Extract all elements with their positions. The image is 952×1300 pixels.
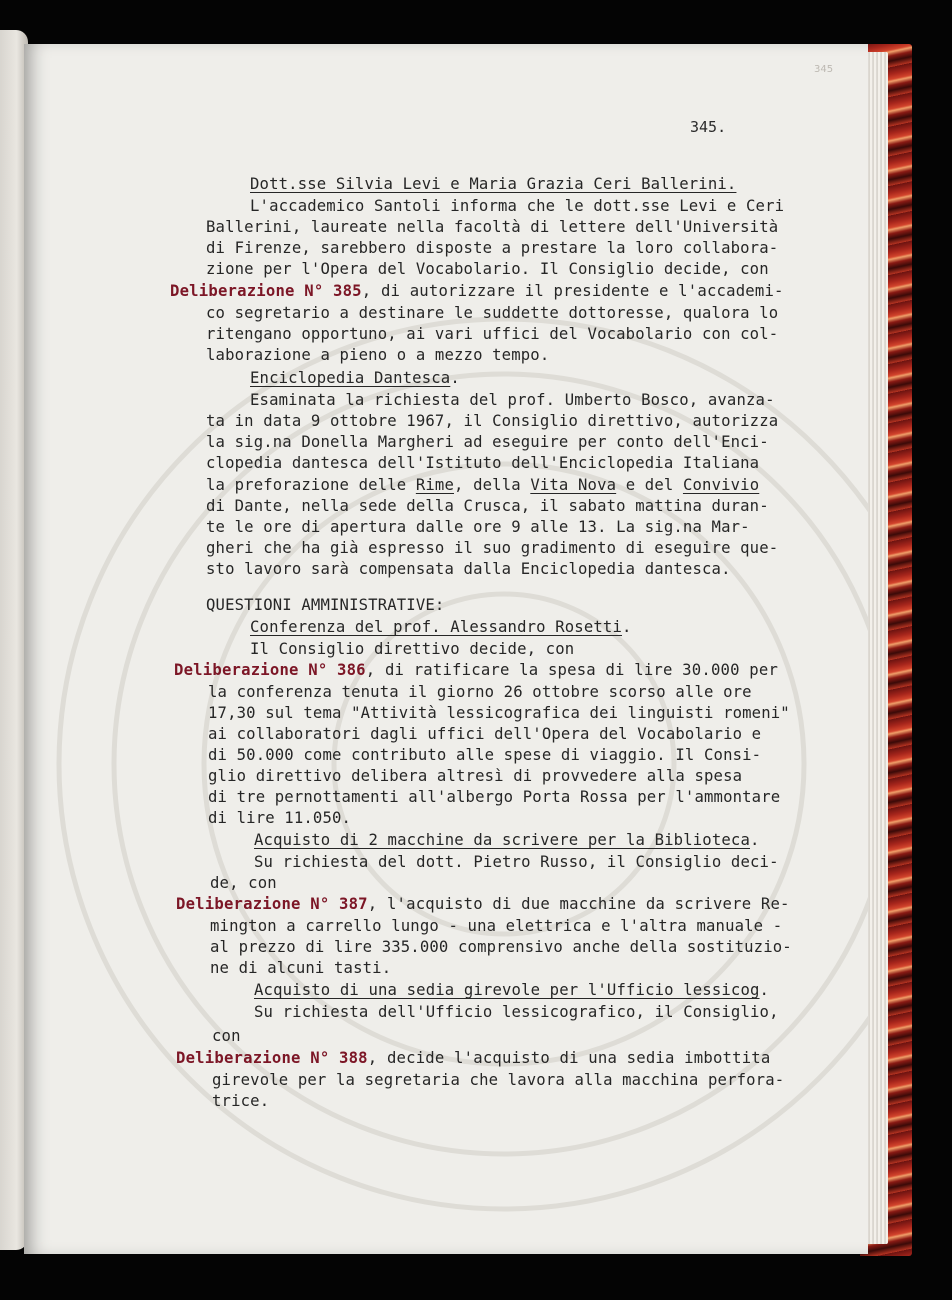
section-heading-macchine: Acquisto di 2 macchine da scrivere per la Biblioteca.	[254, 831, 760, 849]
text-line: Ballerini, laureate nella facoltà di lettere dell'Università	[206, 218, 779, 236]
text-line: la conferenza tenuta il giorno 26 ottobre scorso alle ore	[208, 683, 752, 701]
text-line: di lire 11.050.	[208, 809, 352, 827]
text-line: con	[212, 1027, 241, 1045]
page-number: 345.	[690, 118, 727, 136]
text-line: ta in data 9 ottobre 1967, il Consiglio direttivo, autorizza	[206, 412, 779, 430]
text-line: zione per l'Opera del Vocabolario. Il Consiglio decide, con	[206, 260, 769, 278]
text-line: di 50.000 come contributo alle spese di viaggio. Il Consi-	[208, 746, 762, 764]
text-line: ne di alcuni tasti.	[210, 959, 392, 977]
section-heading-rosetti: Conferenza del prof. Alessandro Rosetti.	[250, 618, 632, 636]
pencil-page-number: 345	[814, 64, 834, 75]
section-heading-sedia: Acquisto di una sedia girevole per l'Ufficio lessicog.	[254, 981, 770, 999]
text-line: Su richiesta del dott. Pietro Russo, il Consiglio deci-	[254, 853, 779, 871]
text-line: di tre pernottamenti all'albergo Porta Rossa per l'ammontare	[208, 788, 781, 806]
text-line: sto lavoro sarà compensata dalla Enciclopedia dantesca.	[206, 560, 731, 578]
text-line: trice.	[212, 1092, 270, 1110]
text-line: Il Consiglio direttivo decide, con	[250, 640, 575, 658]
section-heading-enciclopedia: Enciclopedia Dantesca.	[250, 369, 460, 387]
text-line: ai collaboratori dagli uffici dell'Opera del Vocabolario e	[208, 725, 762, 743]
text-line: L'accademico Santoli informa che le dott.sse Levi e Ceri	[250, 197, 785, 215]
text-line: la sig.na Donella Margheri ad eseguire per conto dell'Enci-	[206, 433, 769, 451]
section-title-questioni: QUESTIONI AMMINISTRATIVE:	[206, 596, 445, 614]
deliberazione-385: Deliberazione N° 385, di autorizzare il presidente e l'accademi-	[170, 282, 784, 300]
deliberazione-387: Deliberazione N° 387, l'acquisto di due macchine da scrivere Re-	[176, 895, 790, 913]
text-line: al prezzo di lire 335.000 comprensivo anche della sostituzio-	[210, 938, 792, 956]
deliberazione-388: Deliberazione N° 388, decide l'acquisto di una sedia imbottita	[176, 1049, 771, 1067]
text-line: de, con	[210, 874, 277, 892]
text-line: clopedia dantesca dell'Istituto dell'Enciclopedia Italiana	[206, 454, 760, 472]
text-line: Esaminata la richiesta del prof. Umberto Bosco, avanza-	[250, 391, 775, 409]
text-line: te le ore di apertura dalle ore 9 alle 13. La sig.na Mar-	[206, 518, 750, 536]
text-line: ritengano opportuno, ai vari uffici del Vocabolario con col-	[206, 325, 779, 343]
section-heading-levi-ceri: Dott.sse Silvia Levi e Maria Grazia Ceri Ballerini.	[250, 175, 737, 193]
text-line: glio direttivo delibera altresì di provvedere alla spesa	[208, 767, 743, 785]
text-line: 17,30 sul tema "Attività lessicografica dei linguisti romeni"	[208, 704, 790, 722]
document-page	[24, 44, 868, 1254]
text-line: di Dante, nella sede della Crusca, il sabato mattina duran-	[206, 497, 769, 515]
text-line: di Firenze, sarebbero disposte a prestare la loro collabora-	[206, 239, 779, 257]
text-line: mington a carrello lungo - una elettrica e l'altra manuale -	[210, 917, 783, 935]
text-line: gheri che ha già espresso il suo gradimento di eseguire que-	[206, 539, 779, 557]
deliberazione-386: Deliberazione N° 386, di ratificare la spesa di lire 30.000 per	[174, 661, 779, 679]
text-line: Su richiesta dell'Ufficio lessicografico, il Consiglio,	[254, 1003, 779, 1021]
text-line: co segretario a destinare le suddette dottoresse, qualora lo	[206, 304, 779, 322]
text-line-works: la preforazione delle Rime, della Vita Nova e del Convivio	[206, 476, 760, 494]
text-line: laborazione a pieno o a mezzo tempo.	[206, 346, 550, 364]
text-line: girevole per la segretaria che lavora alla macchina perfora-	[212, 1071, 785, 1089]
